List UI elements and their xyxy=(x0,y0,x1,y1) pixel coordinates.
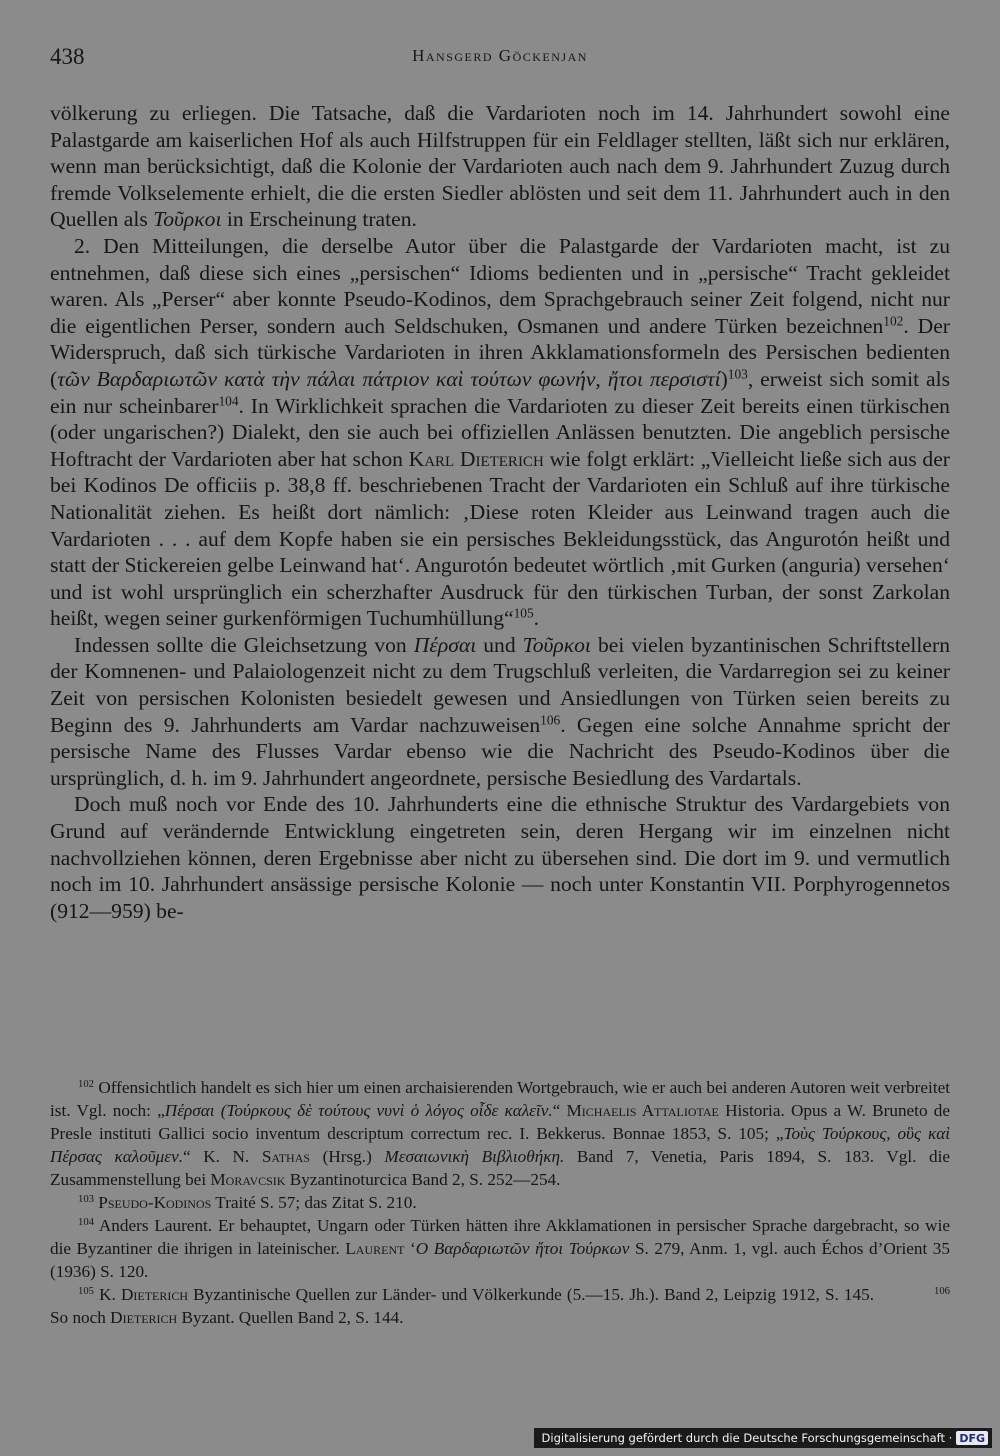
page-number: 438 xyxy=(50,44,85,69)
footnotes xyxy=(50,1076,950,1329)
paragraph-2: 2. Den Mitteilungen, die derselbe Autor über die Palastgarde der Vardarioten macht, ist zu entnehmen, daß diese sich eines „persischen“ Idioms bedienten und in „persische“ Tracht gekleidet waren. Als „Perser“ aber konnte Pseudo-Kodinos, dem Sprachgebrauch seiner Zeit folgend, nicht nur die eigentlichen Perser, sondern auch Seldschuken, Osmanen und andere Türken bezeichnen$^{102}$. Der Widerspruch, daß sich türkische Vardarioten in ihren Akklamationsformeln des Persischen bedienten (τῶν Βαρδαριωτῶν κατὰ τὴν πάλαι πάτριον καὶ τούτων φωνήν, ἤτοι περσιστί)$^{103}$, erweist sich somit als ein nur scheinbarer$^{104}$. In Wirklichkeit sprachen die Vardarioten zu dieser Zeit bereits einen türkischen (oder ungarischen?) Dialekt, den sie auch bei offiziellen Anlässen benutzten. Die angeblich persische Hoftracht der Vardarioten aber hat schon Karl Dieterich wie folgt erklärt: „Vielleicht ließe sich aus der bei Kodinos De officiis p. 38,8 ff. beschriebenen Tracht der Vardarioten ein Schluß auf ihre türkische Nationalität ziehen. Es heißt dort nämlich: ‚Diese roten Kleider aus Leinwand tragen auch die Vardarioten . . . auf dem Kopfe haben sie ein persisches Bekleidungsstück, das Angurotón heißt und statt der Stickereien gelbe Leinwand hat‘. Angurotón bedeutet wörtlich ‚mit Gurken (anguria) versehen‘ und ist wohl ursprünglich ein scherzhafter Ausdruck für den türkischen Turban, der sonst Zarkolan heißt, wegen seiner gurkenförmigen Tuchumhüllung“$^{105}$. xyxy=(50,233,950,631)
paragraph-4: Doch muß noch vor Ende des 10. Jahrhunderts eine die ethnische Struktur des Vardargebiets von Grund auf verändernde Entwicklung eingetreten sein, deren Hergang wir im einzelnen nicht nachvollziehen können, deren Ergebnisse aber nicht zu übersehen sind. Die dort im 9. und vermutlich noch im 10. Jahrhundert ansässige persische Kolonie — noch unter Konstantin VII. Porphyrogennetos (912—959) be- xyxy=(50,792,950,923)
body-text xyxy=(50,100,950,924)
footnote-ref-105[interactable]: 105 xyxy=(513,605,534,621)
running-head: Hansgerd Göckenjan xyxy=(412,46,588,65)
footnote-ref-103[interactable]: 103 xyxy=(727,366,748,382)
paragraph-1: völkerung zu erliegen. Die Tatsache, daß die Vardarioten noch im 14. Jahrhundert sowohl eine Palastgarde am kaiserlichen Hof als auch Hilfstruppen für ein Feldlager stellten, läßt sich nur erklären, wenn man berücksichtigt, daß die Kolonie der Vardarioten auch nach dem 9. Jahrhundert Zuzug durch fremde Volkselemente erhielt, die die ersten Siedler ablösten und seit dem 11. Jahrhundert auch in den Quellen als Τοῦρκοι in Erscheinung traten. xyxy=(50,101,950,232)
footnote-104: $^{104}$ Anders Laurent. Er behauptet, Ungarn oder Türken hätten ihre Akklamationen in persischer Sprache dargebracht, so wie die Byzantiner die ihrigen in lateinischer. Laurent ‘Ο Βαρδαριωτῶν ἤτοι Τούρκων S. 279, Anm. 1, vgl. auch Échos d’Orient 35 (1936) S. 120. xyxy=(50,1216,950,1281)
footnote-105-106: $^{105}$ K. Dieterich Byzantinische Quellen zur Länder- und Völkerkunde (5.—15. Jh.). Band 2, Leipzig 1912, S. 145. $^{106}$ So noch Dieterich Byzant. Quellen Band 2, S. 144. xyxy=(50,1285,950,1327)
greek-term: Τοῦρκοι xyxy=(522,632,591,657)
footer-text: Digitalisierung gefördert durch die Deutsche Forschungsgemeinschaft · xyxy=(541,1431,953,1445)
footnote-ref-102[interactable]: 102 xyxy=(883,313,904,329)
footnote-ref-104[interactable]: 104 xyxy=(218,393,239,409)
footnote-ref-106[interactable]: 106 xyxy=(540,712,561,728)
page-header xyxy=(50,44,950,78)
digitization-footer xyxy=(534,1428,992,1448)
greek-term: Πέρσαι xyxy=(413,632,477,657)
greek-quote: τῶν Βαρδαριωτῶν κατὰ τὴν πάλαι πάτριον καὶ τούτων φωνήν, ἤτοι περσιστί xyxy=(57,366,721,391)
footnote-102: $^{102}$ Offensichtlich handelt es sich hier um einen archaisierenden Wortgebrauch, wie er auch bei anderen Autoren weit verbreitet ist. Vgl. noch: „Πέρσαι (Τούρκους δὲ τούτους νυνὶ ὁ λόγος οἶδε καλεῖν.“ Michaelis Attaliotae Historia. Opus a W. Bruneto de Presle instituti Gallici socio inventum descriptum correctum rec. I. Bekkerus. Bonnae 1853, S. 105; „Τοὺς Τούρκους, οὓς καὶ Πέρσας καλοῦμεν.“ K. N. Sathas (Hrsg.) Μεσαιωνικὴ Βιβλιοθήκη. Band 7, Venetia, Paris 1894, S. 183. Vgl. die Zusammenstellung bei Moravcsik Byzantinoturcica Band 2, S. 252—254. xyxy=(50,1078,950,1189)
paragraph-3: Indessen sollte die Gleichsetzung von Πέρσαι und Τοῦρκοι bei vielen byzantinischen Schriftstellern der Komnenen- und Palaiologenzeit nicht zu dem Trugschluß verleiten, die Vardarregion sei zu keiner Zeit von persischen Kolonisten besiedelt gewesen und Ansiedlungen von Türken seien bereits zu Beginn des 9. Jahrhunderts am Vardar nachzuweisen$^{106}$. Gegen eine solche Annahme spricht der persische Name des Flusses Vardar ebenso wie die Nachricht des Pseudo-Kodinos über die ursprünglich, d. h. im 9. Jahrhundert angeordnete, persische Besiedlung des Vardartals. xyxy=(50,632,951,790)
dfg-logo-icon: DFG xyxy=(956,1431,988,1445)
greek-term: Τοῦρκοι xyxy=(153,207,222,232)
footnote-103: $^{103}$ Pseudo-Kodinos Traité S. 57; das Zitat S. 210. xyxy=(78,1193,417,1212)
author-name: Karl Dieterich xyxy=(408,446,544,471)
